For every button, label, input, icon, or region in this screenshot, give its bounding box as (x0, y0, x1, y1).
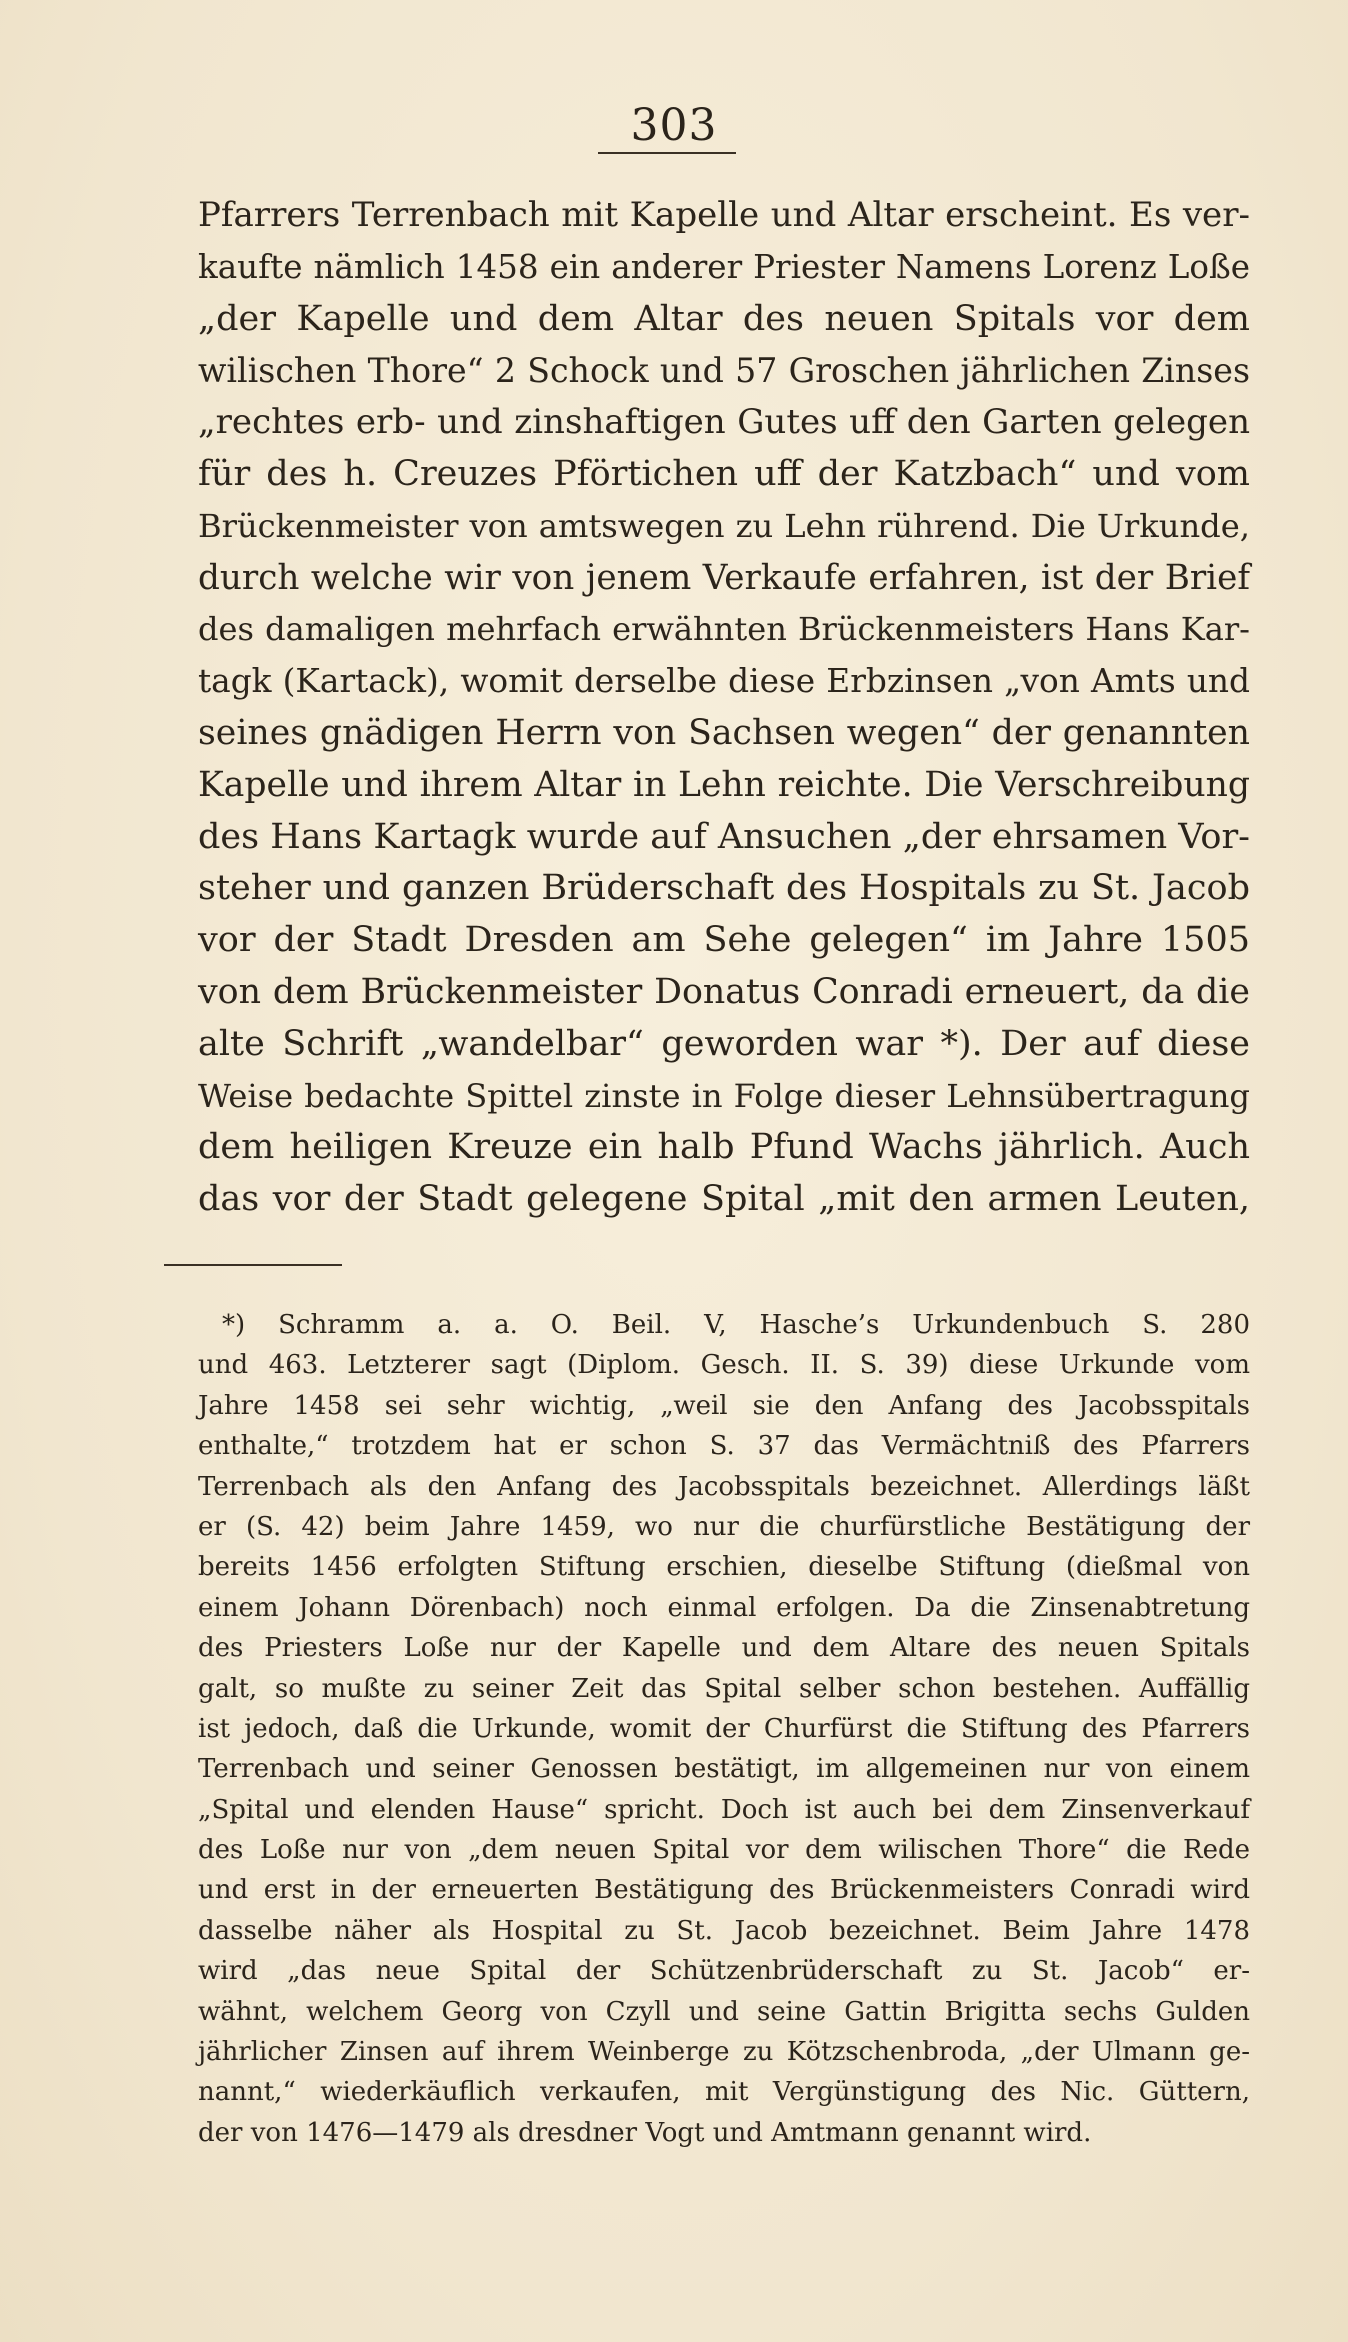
footnote-line: nannt,“ wiederkäuflich verkaufen, mit Vergünstigung des Nic. Güttern, (198, 2077, 1250, 2108)
footnote-line: des Priesters Loße nur der Kapelle und dem Altare des neuen Spitals (198, 1633, 1250, 1664)
main-line: Brückenmeister von amtswegen zu Lehn rührend. Die Urkunde, (198, 506, 1250, 545)
footnote-line: *) Schramm a. a. O. Beil. V, Hasche’s Urkundenbuch S. 280 (222, 1310, 1250, 1340)
footnote-line: und erst in der erneuerten Bestätigung des Brückenmeisters Conradi wird (198, 1875, 1250, 1906)
footnote-line: er (S. 42) beim Jahre 1459, wo nur die churfürstliche Bestätigung der (198, 1511, 1250, 1542)
main-line: durch welche wir von jenem Verkaufe erfahren, ist der Brief (198, 557, 1250, 598)
footnote-line: Terrenbach als den Anfang des Jacobsspitals bezeichnet. Allerdings läßt (198, 1471, 1250, 1502)
page-number: 303 (630, 100, 718, 151)
footnote-separator (164, 1264, 342, 1266)
main-line: des Hans Kartagk wurde auf Ansuchen „der ehrsamen Vor- (198, 816, 1250, 857)
main-line: kaufte nämlich 1458 ein anderer Priester Namens Lorenz Loße (198, 247, 1250, 286)
footnote-line: „Spital und elenden Hause“ spricht. Doch ist auch bei dem Zinsenverkauf (198, 1794, 1250, 1825)
main-line: wilischen Thore“ 2 Schock und 57 Groschen jährlichen Zinses (198, 351, 1250, 391)
header-rule (598, 152, 736, 154)
main-line: vor der Stadt Dresden am Sehe gelegen“ im Jahre 1505 (198, 920, 1250, 961)
main-line: Kapelle und ihrem Altar in Lehn reichte. Die Verschreibung (198, 764, 1250, 805)
main-line: des damaligen mehrfach erwähnten Brückenmeisters Hans Kar- (198, 610, 1250, 649)
main-line: Weise bedachte Spittel zinste in Folge dieser Lehnsübertragung (198, 1076, 1250, 1115)
main-text-block (198, 190, 1250, 1226)
main-line: das vor der Stadt gelegene Spital „mit den armen Leuten, (198, 1179, 1250, 1220)
main-line: tagk (Kartack), womit derselbe diese Erbzinsen „von Amts und (198, 662, 1250, 701)
footnote-line: des Loße nur von „dem neuen Spital vor dem wilischen Thore“ die Rede (198, 1835, 1250, 1866)
footnote-line: einem Johann Dörenbach) noch einmal erfolgen. Da die Zinsenabtretung (198, 1592, 1250, 1623)
main-line: für des h. Creuzes Pförtichen uff der Katzbach“ und vom (198, 453, 1250, 494)
footnote-line: Terrenbach und seiner Genossen bestätigt, im allgemeinen nur von einem (198, 1754, 1250, 1785)
main-line: „der Kapelle und dem Altar des neuen Spitals vor dem (198, 298, 1250, 339)
main-line: steher und ganzen Brüderschaft des Hospitals zu St. Jacob (198, 868, 1250, 909)
footnote-line: bereits 1456 erfolgten Stiftung erschien, dieselbe Stiftung (dießmal von (198, 1552, 1250, 1583)
main-line: „rechtes erb- und zinshaftigen Gutes uff den Garten gelegen (198, 402, 1250, 443)
footnote-line: dasselbe näher als Hospital zu St. Jacob bezeichnet. Beim Jahre 1478 (198, 1915, 1250, 1946)
footnote-line: ist jedoch, daß die Urkunde, womit der Churfürst die Stiftung des Pfarrers (198, 1713, 1250, 1744)
footnote-line: der von 1476—1479 als dresdner Vogt und Amtmann genannt wird. (198, 2117, 1092, 2148)
footnote-line: und 463. Letzterer sagt (Diplom. Gesch. II. S. 39) diese Urkunde vom (198, 1350, 1250, 1381)
footnote-line: wird „das neue Spital der Schützenbrüderschaft zu St. Jacob“ er- (198, 1956, 1250, 1987)
footnote-line: wähnt, welchem Georg von Czyll und seine Gattin Brigitta sechs Gulden (198, 1996, 1250, 2027)
footnote-line: galt, so mußte zu seiner Zeit das Spital selber schon bestehen. Auffällig (198, 1673, 1250, 1704)
main-line: alte Schrift „wandelbar“ geworden war *). Der auf diese (198, 1023, 1250, 1064)
main-line: von dem Brückenmeister Donatus Conradi erneuert, da die (198, 971, 1250, 1012)
footnote-block (198, 1305, 1250, 2153)
main-line: Pfarrers Terrenbach mit Kapelle und Altar erscheint. Es ver- (198, 195, 1250, 235)
main-line: dem heiligen Kreuze ein halb Pfund Wachs jährlich. Auch (198, 1127, 1250, 1168)
footnote-line: enthalte,“ trotzdem hat er schon S. 37 das Vermächtniß des Pfarrers (198, 1431, 1250, 1462)
main-line: seines gnädigen Herrn von Sachsen wegen“ der genannten (198, 712, 1250, 753)
footnote-line: jährlicher Zinsen auf ihrem Weinberge zu Kötzschenbroda, „der Ulmann ge- (198, 2037, 1250, 2068)
footnote-line: Jahre 1458 sei sehr wichtig, „weil sie den Anfang des Jacobsspitals (198, 1390, 1250, 1421)
